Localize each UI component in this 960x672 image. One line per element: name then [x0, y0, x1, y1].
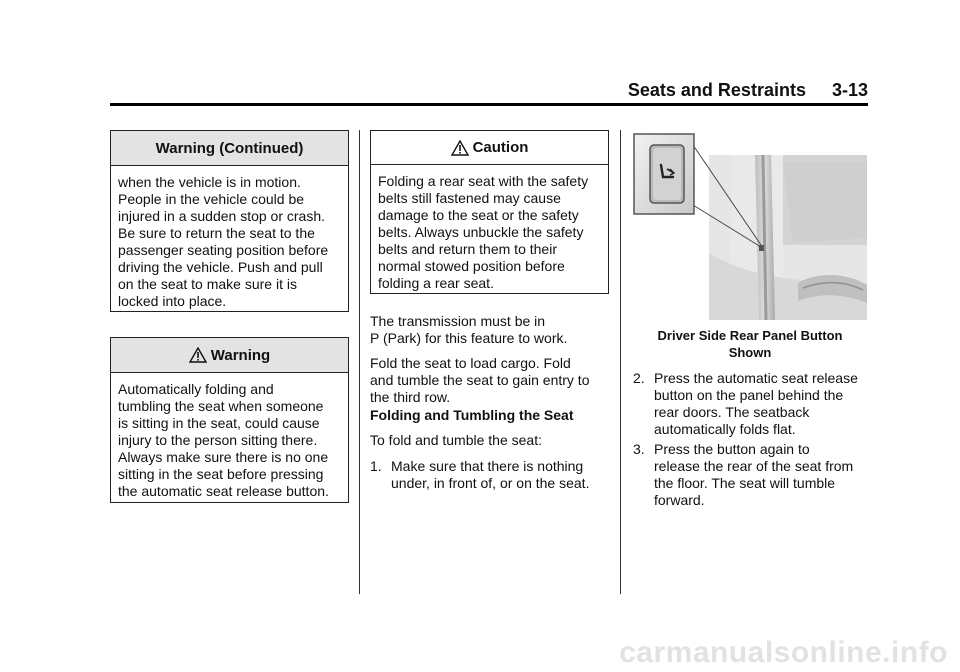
page-header	[110, 80, 868, 102]
warning-title: Warning	[210, 346, 271, 364]
text-line: sitting in the seat before pressing	[118, 466, 324, 482]
text-line: Folding a rear seat with the safety	[378, 173, 589, 189]
subheading: Folding and Tumbling the Seat	[370, 407, 574, 423]
step-text	[654, 441, 853, 509]
text-line: belts still fastened may cause	[378, 190, 561, 206]
text-line: under, in front of, or on the seat.	[391, 475, 590, 491]
step-1	[370, 458, 615, 494]
caution-body	[371, 165, 608, 300]
warning-continued-box	[110, 130, 349, 312]
text-line: injured in a sudden stop or crash.	[118, 208, 326, 224]
intro-text: To fold and tumble the seat:	[370, 432, 542, 448]
text-line: locked into place.	[118, 293, 227, 309]
text-line: button on the panel behind the	[654, 387, 844, 403]
warning-body	[111, 373, 348, 508]
text-line: injury to the person sitting there.	[118, 432, 318, 448]
section-title: Seats and Restraints	[627, 80, 806, 100]
warning-icon	[189, 347, 207, 363]
step-number: 2.	[633, 370, 645, 386]
page-number: 3-13	[831, 80, 868, 100]
caution-title: Caution	[472, 139, 529, 156]
text-line: the automatic seat release button.	[118, 483, 329, 499]
fold-seat-paragraph	[370, 355, 615, 406]
step-2	[633, 370, 873, 440]
step-text	[391, 458, 589, 492]
caution-box	[370, 130, 609, 294]
text-line: Be sure to return the seat to the	[118, 225, 315, 241]
text-line: tumbling the seat when someone	[118, 398, 324, 414]
column-divider-2	[620, 130, 621, 594]
text-line: belts. Always unbuckle the safety	[378, 224, 584, 240]
caution-icon	[451, 140, 469, 156]
text-line: belts and return them to their	[378, 241, 557, 257]
text-line: Automatically folding and	[118, 381, 274, 397]
warning-continued-title: Warning (Continued)	[111, 131, 348, 166]
text-line: on the seat to make sure it is	[118, 276, 297, 292]
warning-box	[110, 337, 349, 503]
text-line: driving the vehicle. Push and pull	[118, 259, 323, 275]
text-line: Always make sure there is no one	[118, 449, 329, 465]
text-line: normal stowed position before	[378, 258, 565, 274]
text-line: the floor. The seat will tumble	[654, 475, 836, 491]
step-text	[654, 370, 858, 438]
transmission-paragraph	[370, 313, 610, 347]
text-line: release the rear of the seat from	[654, 458, 854, 474]
caution-header	[371, 131, 608, 165]
step-number: 3.	[633, 441, 645, 457]
column-divider-1	[359, 130, 360, 594]
text-line: the third row.	[370, 389, 451, 405]
step-number: 1.	[370, 458, 382, 474]
text-line: forward.	[654, 492, 705, 508]
text-line: Press the automatic seat release	[654, 370, 858, 386]
text-line: automatically folds flat.	[654, 421, 796, 437]
rear-panel-button-figure	[633, 133, 867, 320]
text-line: is sitting in the seat, could cause	[118, 415, 320, 431]
text-line: The transmission must be in	[370, 313, 546, 329]
watermark: carmanualsonline.info	[619, 636, 948, 669]
text-line: P (Park) for this feature to work.	[370, 330, 568, 346]
text-line: People in the vehicle could be	[118, 191, 305, 207]
figure-caption	[633, 327, 867, 361]
text-line: and tumble the seat to gain entry to	[370, 372, 590, 388]
header-rule	[110, 103, 868, 106]
text-line: Press the button again to	[654, 441, 810, 457]
text-line: Make sure that there is nothing	[391, 458, 584, 474]
text-line: Fold the seat to load cargo. Fold	[370, 355, 571, 371]
text-line: folding a rear seat.	[378, 275, 494, 291]
warning-header	[111, 338, 348, 373]
text-line: passenger seating position before	[118, 242, 329, 258]
caption-line: Shown	[728, 345, 772, 360]
warning-continued-body	[111, 166, 348, 318]
text-line: rear doors. The seatback	[654, 404, 810, 420]
caption-line: Driver Side Rear Panel Button	[657, 328, 843, 343]
text-line: when the vehicle is in motion.	[118, 174, 301, 190]
step-3	[633, 441, 873, 511]
text-line: damage to the seat or the safety	[378, 207, 579, 223]
